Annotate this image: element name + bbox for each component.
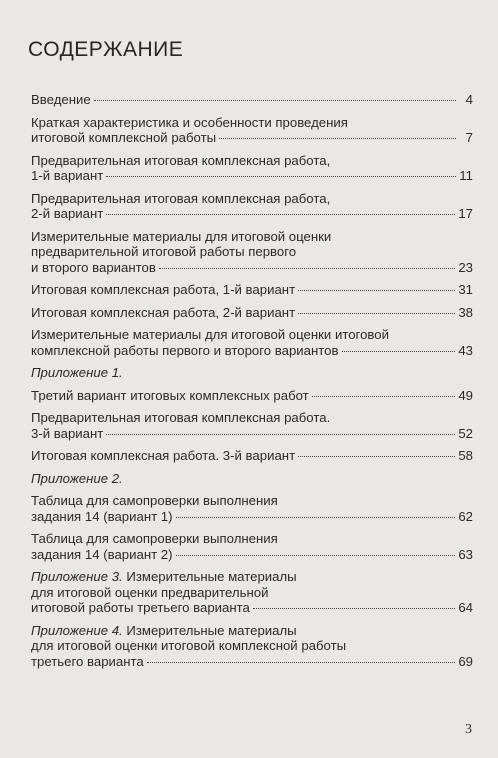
toc-entry-line: [31, 191, 473, 207]
toc-entry-text: Предварительная итоговая комплексная работа.: [31, 410, 331, 425]
toc-entry-line: [31, 638, 473, 654]
toc-page-number: 38: [458, 304, 473, 320]
appendix-heading: Приложение 2.: [31, 470, 123, 486]
dot-leader: [298, 290, 455, 291]
toc-entry-line: [31, 569, 473, 585]
dot-leader: [298, 313, 455, 314]
toc-entry-line: [31, 130, 473, 146]
toc-entry: [31, 282, 473, 298]
toc-entry: [31, 229, 473, 276]
toc-page-number: 23: [458, 259, 473, 275]
dot-leader: [298, 456, 455, 457]
toc-page-number: 7: [465, 130, 473, 145]
toc-entry-line: [31, 547, 473, 563]
toc-entry-line: [31, 115, 473, 131]
toc-entry-text: Измерительные материалы для итоговой оценки итоговой: [31, 327, 389, 342]
toc-page-number: 64: [458, 600, 473, 615]
toc-entry-line: [31, 448, 473, 464]
toc-entry-line: [31, 305, 473, 321]
dot-leader: [342, 351, 456, 352]
dot-leader: [219, 138, 456, 139]
page-title: СОДЕРЖАНИЕ: [28, 38, 184, 61]
toc-entry-text: и второго вариантов: [31, 259, 156, 275]
dot-leader: [106, 176, 456, 177]
toc-page-number: 52: [458, 425, 473, 441]
table-of-contents: [31, 92, 473, 676]
toc-entry-line: [31, 531, 473, 547]
toc-page-number: 49: [458, 387, 473, 403]
toc-entry-text: Таблица для самопроверки выполнения: [31, 493, 278, 508]
toc-entry-line: [31, 244, 473, 260]
toc-entry-line: [31, 426, 473, 442]
toc-page-number: 31: [458, 282, 473, 297]
toc-page-number: 11: [459, 168, 473, 183]
toc-entry-text: итоговой комплексной работы: [31, 130, 217, 145]
toc-entry-line: [31, 229, 473, 245]
toc-entry-text: задания 14 (вариант 1): [31, 508, 173, 524]
toc-entry: [31, 410, 473, 441]
toc-entry-text: предварительной итоговой работы первого: [31, 244, 297, 259]
dot-leader: [147, 662, 456, 663]
toc-entry: [31, 448, 473, 464]
toc-entry-line: [31, 654, 473, 670]
toc-entry-line: [31, 410, 473, 426]
toc-page-number: 62: [458, 508, 473, 524]
toc-entry-line: [31, 168, 473, 184]
toc-entry-line: [31, 509, 473, 525]
dot-leader: [176, 555, 456, 556]
dot-leader: [106, 214, 455, 215]
toc-entry-text: итоговой работы третьего варианта: [31, 600, 250, 615]
toc-entry-text: для итоговой оценки предварительной: [31, 584, 269, 600]
toc-entry: [31, 327, 473, 358]
toc-entry-text: третьего варианта: [31, 653, 144, 669]
toc-entry-text: Предварительная итоговая комплексная работа,: [31, 190, 331, 206]
appendix-heading: Приложение 1.: [31, 365, 123, 380]
toc-entry-line: [31, 623, 473, 639]
toc-entry-line: [31, 327, 473, 343]
dot-leader: [253, 608, 455, 609]
toc-entry: [31, 305, 473, 321]
toc-entry-line: [31, 153, 473, 169]
toc-entry-text: Третий вариант итоговых комплексных работ: [31, 387, 309, 403]
toc-entry-text: 1-й вариант: [31, 168, 104, 183]
toc-entry: [31, 92, 473, 108]
dot-leader: [159, 268, 455, 269]
toc-entry: [31, 191, 473, 222]
toc-entry: [31, 623, 473, 670]
toc-page-number: 17: [458, 206, 473, 221]
toc-entry-text: Предварительная итоговая комплексная работа,: [31, 152, 331, 168]
toc-entry-text: Таблица для самопроверки выполнения: [31, 531, 278, 546]
toc-page-number: 4: [465, 92, 473, 107]
appendix-label: Приложение 4.: [31, 622, 123, 638]
toc-entry-text: Итоговая комплексная работа, 2-й вариант: [31, 304, 296, 320]
toc-entry-line: [31, 343, 473, 359]
toc-entry-text: Итоговая комплексная работа, 1-й вариант: [31, 282, 296, 297]
toc-entry-text: Измерительные материалы для итоговой оценки: [31, 228, 332, 244]
toc-entry-text: Измерительные материалы: [126, 569, 297, 584]
toc-entry-line: [31, 92, 473, 108]
toc-entry-line: [31, 260, 473, 276]
toc-entry-line: [31, 388, 473, 404]
toc-entry: [31, 471, 473, 487]
toc-entry-text: комплексной работы первого и второго вариантов: [31, 342, 339, 358]
toc-entry: [31, 115, 473, 146]
toc-entry: [31, 365, 473, 381]
toc-entry: [31, 388, 473, 404]
toc-entry-line: [31, 471, 473, 487]
toc-entry-line: [31, 493, 473, 509]
appendix-label: Приложение 3.: [31, 569, 123, 584]
toc-entry-text: Итоговая комплексная работа. 3-й вариант: [31, 448, 296, 463]
toc-entry-line: [31, 600, 473, 616]
toc-entry-text: задания 14 (вариант 2): [31, 546, 173, 562]
toc-entry: [31, 493, 473, 524]
toc-page-number: 43: [458, 342, 473, 358]
toc-entry-line: [31, 282, 473, 298]
toc-entry: [31, 569, 473, 616]
dot-leader: [106, 434, 455, 435]
toc-entry: [31, 531, 473, 562]
toc-entry-line: [31, 365, 473, 381]
page-number: 3: [465, 722, 472, 737]
toc-entry: [31, 153, 473, 184]
toc-entry-text: 3-й вариант: [31, 425, 104, 441]
dot-leader: [176, 517, 456, 518]
toc-page-number: 63: [458, 546, 473, 562]
toc-entry-text: 2-й вариант: [31, 206, 104, 221]
toc-page-number: 69: [458, 653, 473, 669]
toc-page-number: 58: [458, 448, 473, 463]
dot-leader: [312, 396, 456, 397]
toc-entry-line: [31, 206, 473, 222]
dot-leader: [94, 100, 456, 101]
toc-entry-text: Введение: [31, 92, 91, 107]
toc-entry-line: [31, 585, 473, 601]
toc-entry-text: Краткая характеристика и особенности проведения: [31, 114, 348, 130]
toc-entry-text: Измерительные материалы: [126, 622, 297, 638]
toc-entry-text: для итоговой оценки итоговой комплексной работы: [31, 638, 347, 653]
